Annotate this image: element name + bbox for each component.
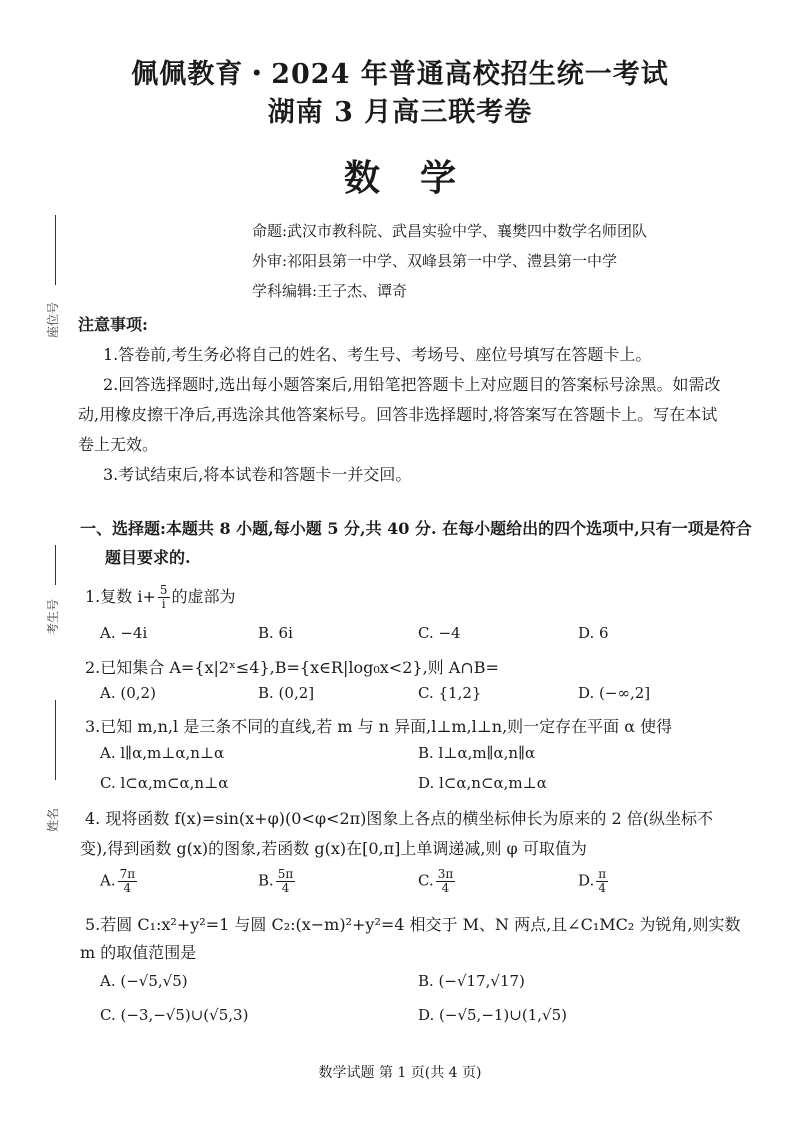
q1-frac-den: i (161, 597, 166, 611)
q4-d-fraction (596, 868, 608, 895)
notice-item-2-line2: 动,用橡皮擦干净后,再选涂其他答案标号。回答非选择题时,将答案写在答题卡上。写在本试 (78, 405, 718, 424)
question-5-stem-line1: 5.若圆 C₁:x²+y²=1 与圆 C₂:(x−m)²+y²=4 相交于 M、N 两点,且∠C₁MC₂ 为锐角,则实数 (85, 915, 741, 934)
q4-a-den: 4 (123, 881, 132, 895)
seat-line (55, 215, 56, 285)
q4-option-a (100, 868, 139, 895)
q4-option-d (578, 868, 610, 895)
name-label: 姓名 (46, 807, 60, 832)
q4-c-den: 4 (441, 881, 450, 895)
q4-c-num: 3π (437, 867, 454, 881)
q1-prefix: 1.复数 i+ (85, 587, 156, 606)
exam-title-line1: 佩佩教育・2024 年普通高校招生统一考试 (131, 59, 669, 90)
q4-b-den: 4 (281, 881, 290, 895)
exam-no-line (55, 545, 56, 585)
review-line: 外审:祁阳县第一中学、双峰县第一中学、澧县第一中学 (252, 252, 618, 270)
q3-option-c: C. l⊂α,m⊂α,n⊥α (100, 774, 229, 792)
q1-frac-num: 5 (159, 583, 168, 597)
q2-option-b: B. (0,2] (258, 684, 315, 702)
notice-item-1: 1.答卷前,考生务必将自己的姓名、考生号、考场号、座位号填写在答题卡上。 (103, 345, 652, 364)
q5-option-c: C. (−3,−√5)∪(√5,3) (100, 1006, 249, 1024)
q3-option-d: D. l⊂α,n⊂α,m⊥α (418, 774, 547, 792)
q3-option-b: B. l⊥α,m∥α,n∥α (418, 744, 536, 762)
q5-option-a: A. (−√5,√5) (100, 972, 188, 990)
q4-c-label: C. (418, 871, 434, 890)
q4-b-label: B. (258, 871, 274, 890)
editor-line: 学科编辑:王子杰、谭奇 (252, 282, 408, 300)
notice-item-3: 3.考试结束后,将本试卷和答题卡一并交回。 (103, 465, 412, 484)
q4-option-c (418, 868, 457, 895)
q4-c-fraction (436, 868, 456, 895)
q4-b-num: 5π (277, 867, 294, 881)
q4-d-label: D. (578, 871, 595, 890)
name-line (55, 700, 56, 780)
q5-option-d: D. (−√5,−1)∪(1,√5) (418, 1006, 567, 1024)
q2-option-c: C. {1,2} (418, 684, 482, 702)
question-4-stem-line1: 4. 现将函数 f(x)=sin(x+φ)(0<φ<2π)图象上各点的横坐标伸长为原来的 2 倍(纵坐标不 (85, 809, 713, 828)
notice-item-2-line1: 2.回答选择题时,选出每小题答案后,用铅笔把答题卡上对应题目的答案标号涂黑。如需改 (103, 375, 721, 394)
q4-b-fraction (276, 868, 296, 895)
q1-option-a: A. −4i (100, 624, 148, 642)
seat-label: 座位号 (46, 301, 60, 338)
question-2-stem: 2.已知集合 A={x|2ˣ≤4},B={x∈R|log₀x<2},则 A∩B= (85, 658, 499, 677)
question-5-stem-line2: m 的取值范围是 (80, 943, 197, 962)
notice-item-2-line3: 卷上无效。 (78, 435, 159, 454)
q1-fraction (158, 584, 170, 611)
q1-suffix: 的虚部为 (171, 587, 236, 606)
q4-a-label: A. (100, 871, 116, 890)
subject-title: 数学 (343, 157, 496, 199)
q1-option-d: D. 6 (578, 624, 609, 642)
q2-option-a: A. (0,2) (100, 684, 156, 702)
notice-heading: 注意事项: (78, 315, 148, 334)
exam-title-line2: 湖南 3 月高三联考卷 (267, 97, 533, 128)
question-4-stem-line2: 变),得到函数 g(x)的图象,若函数 g(x)在[0,π]上单调递减,则 φ 可取值为 (80, 839, 587, 858)
q5-option-b: B. (−√17,√17) (418, 972, 525, 990)
q3-option-a: A. l∥α,m⊥α,n⊥α (100, 744, 225, 762)
q1-option-b: B. 6i (258, 624, 293, 642)
q4-d-den: 4 (598, 881, 607, 895)
q2-option-d: D. (−∞,2] (578, 684, 651, 702)
section-heading-line1: 一、选择题:本题共 8 小题,每小题 5 分,共 40 分. 在每小题给出的四个选项中,只有一项是符合 (80, 519, 752, 538)
exam-no-label: 考生号 (46, 598, 60, 635)
question-1-stem (85, 584, 236, 611)
proposition-line: 命题:武汉市教科院、武昌实验中学、襄樊四中数学名师团队 (252, 222, 648, 240)
section-heading-line2: 题目要求的. (105, 548, 191, 567)
q4-option-b (258, 868, 297, 895)
q4-a-fraction (118, 868, 138, 895)
q4-a-num: 7π (119, 867, 136, 881)
q1-option-c: C. −4 (418, 624, 461, 642)
question-3-stem: 3.已知 m,n,l 是三条不同的直线,若 m 与 n 异面,l⊥m,l⊥n,则一定存在平面 α 使得 (85, 717, 673, 736)
page-footer: 数学试题 第 1 页(共 4 页) (318, 1065, 482, 1081)
q4-d-num: π (598, 867, 607, 881)
